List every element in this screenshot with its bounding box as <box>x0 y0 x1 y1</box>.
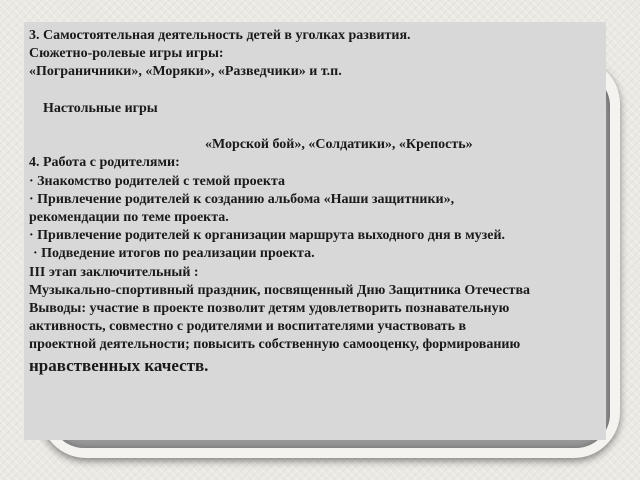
section-3-heading: 3. Самостоятельная деятельность детей в уголках развития. <box>29 28 411 43</box>
parents-item-3: · Привлечение родителей к организации маршрута выходного дня в музей. <box>29 228 506 244</box>
parents-item-2: · Привлечение родителей к созданию альбома «Наши защитники», <box>29 191 455 207</box>
parents-item-1: · Знакомство родителей с темой проекта <box>29 173 285 189</box>
board-games-list: «Морской бой», «Солдатики», «Крепость» <box>205 137 473 153</box>
blank-line <box>29 118 600 136</box>
conclusion-line-3: проектной деятельности; повысить собственную самооценку, формированию <box>29 337 521 353</box>
blank-line <box>29 82 600 100</box>
stage-3-heading: III этап заключительный : <box>29 264 199 280</box>
board-games-label: Настольные игры <box>43 100 158 116</box>
final-event: Музыкально-спортивный праздник, посвященный Дню Защитника Отечества <box>29 282 530 298</box>
slide-text-box <box>24 22 606 440</box>
role-games-list: «Пограничники», «Моряки», «Разведчики» и т.п. <box>29 64 342 80</box>
parents-item-4: · Подведение итогов по реализации проекта. <box>33 246 315 262</box>
conclusion-line-4: нравственных качеств. <box>29 355 209 375</box>
conclusion-line-1: Выводы: участие в проекте позволит детям удовлетворить познавательную <box>29 301 510 317</box>
conclusion-line-2: активность, совместно с родителями и воспитателями участвовать в <box>29 319 467 335</box>
parents-item-2-cont: рекомендации по теме проекта. <box>29 210 229 225</box>
role-games-label: Сюжетно-ролевые игры игры: <box>29 46 224 62</box>
section-4-heading: 4. Работа с родителями: <box>29 155 180 171</box>
